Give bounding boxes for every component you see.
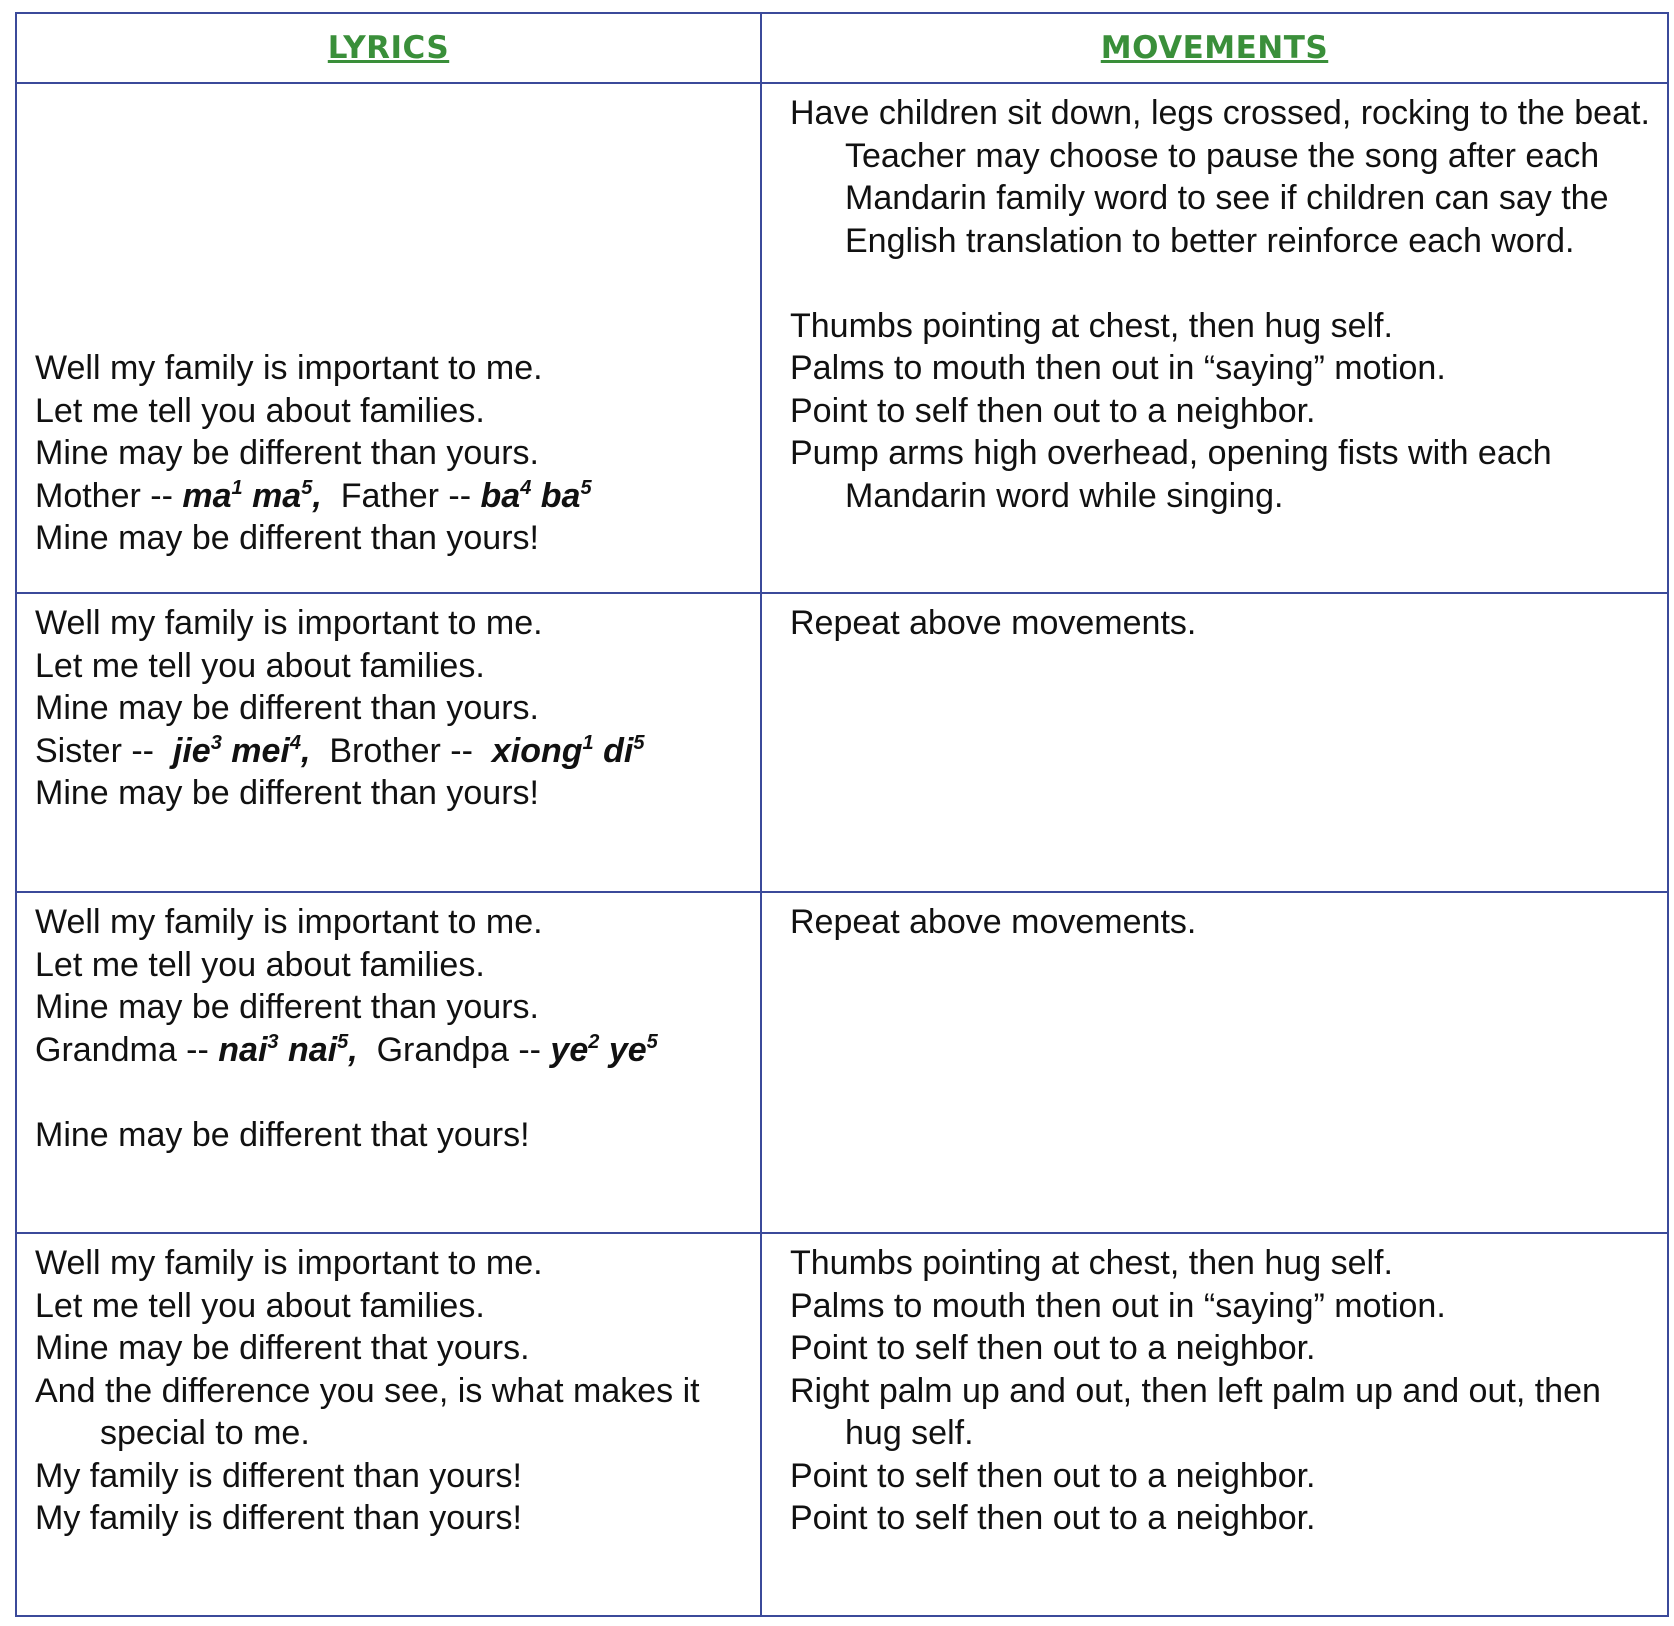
movement-line: Right palm up and out, then left palm up and out, then hug self.	[790, 1371, 1601, 1452]
pinyin-word: xiong	[491, 731, 583, 770]
tone-number: 1	[231, 476, 243, 499]
lyric-line: Mine may be different than yours!	[35, 774, 539, 812]
pinyin-word: ba	[480, 476, 521, 515]
lyric-line: And the difference you see, is what makes it special to me.	[35, 1371, 700, 1452]
tone-number: 4	[289, 731, 302, 754]
tone-number: 5	[633, 731, 645, 754]
pinyin-word: ma	[182, 476, 232, 515]
lyric-line: My family is different than yours!	[35, 1499, 522, 1537]
verse-4-row	[16, 1233, 1668, 1616]
lyric-line: Mine may be different that yours.	[35, 1329, 530, 1367]
movement-line: Point to self then out to a neighbor.	[790, 1329, 1316, 1367]
tone-number: 3	[210, 731, 222, 754]
tone-number: 4	[520, 476, 532, 499]
verse-3-row	[16, 892, 1668, 1233]
movement-line: Thumbs pointing at chest, then hug self.	[790, 1244, 1393, 1282]
lyrics-movements-table	[15, 12, 1669, 1617]
header-row	[16, 13, 1668, 83]
verse-1-movements	[761, 83, 1668, 593]
verse-4-lyrics	[16, 1233, 761, 1616]
movements-header: MOVEMENTS	[761, 13, 1668, 83]
lyric-line: Mine may be different than yours.	[35, 689, 539, 727]
movement-line: Pump arms high overhead, opening fists with each Mandarin word while singing.	[790, 434, 1552, 515]
lyric-line: Well my family is important to me.	[35, 604, 543, 642]
lyric-line: Well my family is important to me.	[35, 1244, 543, 1282]
pinyin-word: ye	[599, 1030, 647, 1069]
pinyin-word: ba	[531, 476, 581, 515]
lyric-line: Let me tell you about families.	[35, 391, 485, 430]
lyric-line: My family is different than yours!	[35, 1456, 522, 1495]
tone-number: 2	[588, 1030, 600, 1053]
pinyin-word: jie	[172, 731, 211, 770]
movement-line: Palms to mouth then out in “saying” motion.	[790, 349, 1446, 387]
tone-number: 3	[267, 1030, 279, 1053]
verse-2-row	[16, 593, 1668, 892]
lyric-line: Well my family is important to me.	[35, 349, 543, 387]
lyric-line-mandarin: Grandma -- nai$^3$ nai$^5$, Grandpa -- $ye^2$ $ye^5$	[35, 1030, 658, 1069]
tone-number: 5	[301, 476, 313, 499]
lyric-line: Mine may be different than yours.	[35, 434, 539, 472]
lyric-line: Let me tell you about families.	[35, 945, 485, 984]
verse-1-row	[16, 83, 1668, 593]
lyric-line-mandarin: Mother -- $ma^1$ $ma^5$, Father -- $ba^4$ $ba^5$	[35, 476, 592, 515]
movement-line: Palms to mouth then out in “saying” motion.	[790, 1286, 1446, 1325]
pinyin-word: nai	[278, 1030, 338, 1069]
tone-number: 5	[337, 1030, 349, 1053]
lyric-line: Mine may be different that yours!	[35, 1115, 530, 1154]
lyric-line: Let me tell you about families.	[35, 1286, 485, 1325]
lyric-line-mandarin: Sister -- jie$^3$ mei$^4$, Brother -- xiong$^1$ $di^5$	[35, 731, 645, 770]
verse-2-movements	[761, 593, 1668, 892]
verse-4-movements	[761, 1233, 1668, 1616]
pinyin-word: nai	[218, 1030, 268, 1069]
pinyin-word: di	[593, 731, 634, 770]
movement-line: Thumbs pointing at chest, then hug self.	[790, 306, 1393, 345]
verse-3-movements	[761, 892, 1668, 1233]
movement-line: Point to self then out to a neighbor.	[790, 391, 1316, 430]
movement-line: Point to self then out to a neighbor.	[790, 1456, 1316, 1495]
lyric-line: Well my family is important to me.	[35, 903, 543, 941]
movement-line: Repeat above movements.	[790, 604, 1197, 642]
movement-line: Point to self then out to a neighbor.	[790, 1499, 1316, 1537]
lyrics-header: LYRICS	[16, 13, 761, 83]
lyric-line: Mine may be different than yours!	[35, 519, 539, 557]
lyric-line: Mine may be different than yours.	[35, 988, 539, 1026]
tone-number: 5	[646, 1030, 658, 1053]
tone-number: 1	[582, 731, 594, 754]
pinyin-word: mei	[221, 731, 290, 770]
verse-2-lyrics	[16, 593, 761, 892]
tone-number: 5	[580, 476, 592, 499]
lyric-line: Let me tell you about families.	[35, 646, 485, 685]
pinyin-word: ma	[242, 476, 302, 515]
pinyin-word: ye	[550, 1030, 589, 1069]
verse-3-lyrics	[16, 892, 761, 1233]
verse-1-lyrics	[16, 83, 761, 593]
intro-movement: Have children sit down, legs crossed, rocking to the beat. Teacher may choose to pause the song after each Mandarin family word to see if children can say the English translation to better reinforce each word.	[790, 94, 1650, 260]
movement-line: Repeat above movements.	[790, 903, 1197, 941]
